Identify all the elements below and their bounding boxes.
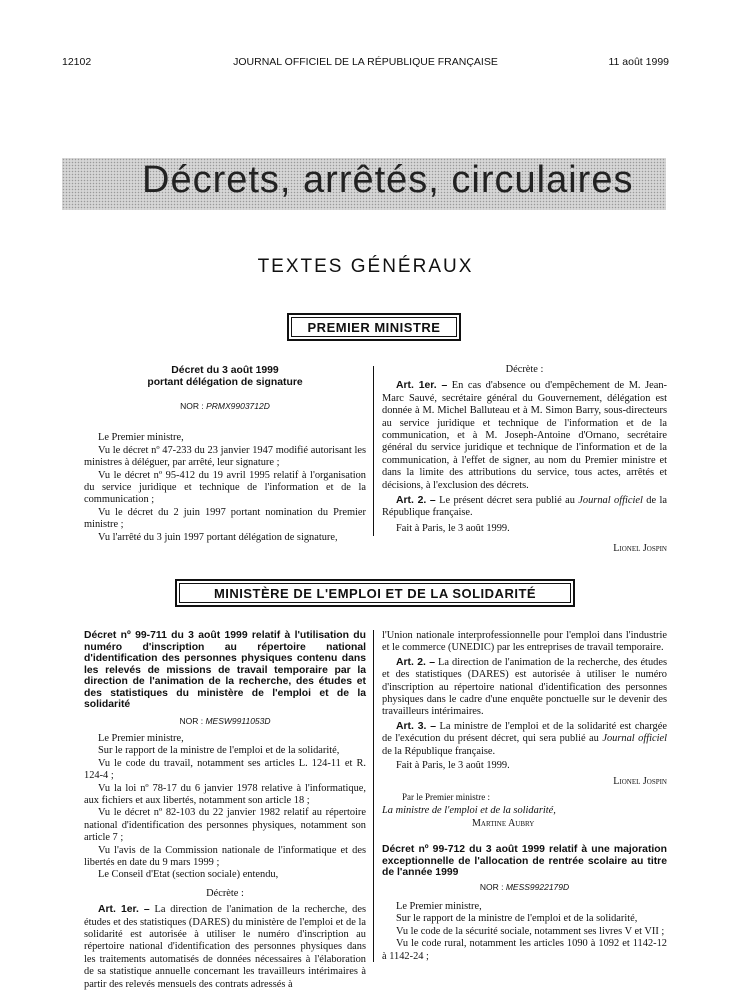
- decree2-p4: Vu la loi nº 78-17 du 6 janvier 1978 relative à l'informatique, aux fichiers et aux libertés, notamment son article 18 ;: [84, 782, 366, 806]
- page-number: 12102: [62, 56, 92, 68]
- decree2-art3: [382, 721, 667, 758]
- art1-label: Art. 1er. –: [98, 904, 150, 916]
- decree1-art1: [382, 380, 667, 492]
- decree1-title-line1: Décret du 3 août 1999: [171, 365, 279, 376]
- art2-text-a: Le présent décret sera publié au: [439, 495, 575, 507]
- art2-label: Art. 2. –: [396, 656, 435, 668]
- art2-text: La direction de l'animation de la recherche, des études et des statistiques (DARES) est autorisée à utiliser le numéro d'inscription au répertoire national d'identification des personnes physiques dans le cadre d'une enquête ponctuelle sur le devenir des travailleurs intérimaires.: [382, 656, 667, 718]
- decree1-p1: Le Premier ministre,: [98, 432, 184, 444]
- decree1-p4: Vu le décret du 2 juin 1997 portant nomination du Premier ministre ;: [84, 506, 366, 531]
- decree1-left-column: [84, 365, 366, 544]
- decree2-p3: Vu le code du travail, notamment ses articles L. 124-11 et R. 124-4 ;: [84, 757, 366, 782]
- issue-date: 11 août 1999: [608, 56, 669, 68]
- art3-text-a: La ministre de l'emploi et de la solidarité est chargée de l'exécution du présent décret, qui sera publié au: [382, 720, 667, 745]
- nor-code: MESS9922179D: [505, 881, 570, 892]
- art1-label: Art. 1er. –: [396, 380, 448, 392]
- decree1-art2: [382, 495, 667, 520]
- art2-text-b: Journal officiel: [578, 495, 643, 507]
- journal-title: JOURNAL OFFICIEL DE LA RÉPUBLIQUE FRANÇAISE: [233, 56, 498, 68]
- decree1-nor: [84, 400, 366, 412]
- decree1-right-column: [382, 364, 667, 556]
- decree1-decrete: Décrète :: [505, 364, 544, 375]
- decree2-p2: Sur le rapport de la ministre de l'emploi et de la solidarité,: [98, 745, 340, 757]
- decree1-p5: Vu l'arrêté du 3 juin 1997 portant délégation de signature,: [98, 531, 338, 543]
- premier-ministre-heading: [287, 313, 461, 341]
- decree2-p1: Le Premier ministre,: [98, 732, 184, 744]
- decree1-fait: Fait à Paris, le 3 août 1999.: [396, 522, 510, 534]
- decree2-signature: Lionel Jospin: [613, 776, 667, 788]
- decree3-nor: [382, 881, 667, 893]
- decree2-right-column: [382, 630, 667, 963]
- ministre-role: La ministre de l'emploi et de la solidarité,: [382, 805, 556, 817]
- decree3-p3: Vu le code de la sécurité sociale, notamment ses livres V et VII ;: [396, 925, 665, 937]
- premier-ministre-heading-text: PREMIER MINISTRE: [307, 320, 441, 335]
- decree3-p4: Vu le code rural, notamment les articles 1090 à 1092 et 1142-12 à 1142-24 ;: [382, 938, 667, 962]
- decree2-art1: [84, 904, 366, 991]
- decree3-p1: Le Premier ministre,: [396, 901, 482, 912]
- decree2-decrete: Décrète :: [206, 887, 244, 899]
- column-divider-2: [373, 630, 374, 962]
- art3-label: Art. 3. –: [396, 720, 436, 732]
- decree2-p6: Vu l'avis de la Commission nationale de l'informatique et des libertés en date du 9 mars 1999 ;: [84, 844, 366, 868]
- decree3-title: Décret nº 99-712 du 3 août 1999 relatif à une majoration exceptionnelle de l'allocation de rentrée scolaire au titre de l'année 1999: [382, 844, 667, 879]
- art3-text-c: de la République française.: [382, 745, 496, 757]
- decree2-art2: [382, 657, 667, 719]
- art1-text: La direction de l'animation de la recherche, des études et des statistiques (DARES) du ministère de l'emploi et de la solidarité est autorisée à utiliser le numéro d'inscription au répertoire national d'identification des personnes physiques dans les traitements automatisés de données nécessaires à l'élaboration de sa statistique annuelle concernant les travailleurs intérimaires à partir des relevés mensuels des contrats adressés à: [84, 904, 366, 990]
- decree1-title: [84, 365, 366, 388]
- decree2-art1-cont: l'Union nationale interprofessionnelle pour l'emploi dans l'industrie et le commerce (UNEDIC) par les entreprises de travail temporaire.: [382, 630, 667, 654]
- column-divider: [373, 366, 374, 536]
- art2-text-c: de la République française.: [382, 495, 667, 519]
- art2-label: Art. 2. –: [396, 495, 436, 507]
- nor-code: PRMX9903712D: [206, 401, 270, 411]
- decree2-left-column: [84, 630, 366, 991]
- decree3-p2: Sur le rapport de la ministre de l'emploi et de la solidarité,: [396, 913, 638, 925]
- art3-text-b: Journal officiel: [602, 733, 667, 745]
- art1-text: En cas d'absence ou d'empêchement de M. Jean-Marc Sauvé, secrétaire général du Gouvernement, délégation est donnée à M. Michel Balluteau et à M. Simon Barry, sous-directeurs au service juridique et technique de l'information et de la communication, et à M. Joseph-Antoine d'Ornano, secrétaire général du service juridique et technique de l'information et de la communication, à l'effet de signer, au nom du Premier ministre et dans la limite des attributions du service, tous actes, arrêtés et décisions, à l'exclusion des décrets.: [382, 380, 667, 491]
- ministere-heading-text: MINISTÈRE DE L'EMPLOI ET DE LA SOLIDARITÉ: [213, 586, 537, 601]
- decree2-fait: Fait à Paris, le 3 août 1999.: [396, 760, 510, 772]
- ministre-name: Martine Aubry: [472, 817, 535, 829]
- decree2-title: Décret nº 99-711 du 3 août 1999 relatif à l'utilisation du numéro d'inscription au répertoire national d'identification des personnes physiques contenu dans les relevés de missions de travail temporaire par la direction de l'animation de la recherche, des études et des statistiques du ministère de l'emploi et de la solidarité: [84, 630, 366, 710]
- decree2-nor: [84, 715, 366, 727]
- decree1-p3: Vu le décret nº 95-412 du 19 avril 1995 relatif à l'organisation du service juridique et technique de l'information et de la communication ;: [84, 469, 366, 506]
- nor-label: NOR :: [179, 715, 204, 726]
- par-le-premier-ministre: Par le Premier ministre :: [402, 791, 490, 802]
- nor-label: NOR :: [180, 401, 204, 411]
- section-banner: [62, 158, 666, 210]
- textes-generaux-title: TEXTES GÉNÉRAUX: [257, 256, 474, 277]
- decree2-p7: Le Conseil d'Etat (section sociale) entendu,: [98, 869, 279, 881]
- nor-label: NOR :: [479, 881, 504, 892]
- decree1-signature: Lionel Jospin: [613, 543, 667, 555]
- decree1-title-line2: portant délégation de signature: [147, 376, 303, 388]
- ministere-heading: [175, 579, 575, 607]
- decree1-p2: Vu le décret nº 47-233 du 23 janvier 1947 modifié autorisant les ministres à déléguer, par arrêté, leur signature ;: [84, 444, 366, 469]
- nor-code: MESW9911053D: [205, 715, 271, 726]
- banner-text: Décrets, arrêtés, circulaires: [142, 159, 634, 201]
- decree2-p5: Vu le décret nº 82-103 du 22 janvier 1982 relatif au répertoire national d'identification des personnes physiques, notamment son article 7 ;: [84, 807, 366, 844]
